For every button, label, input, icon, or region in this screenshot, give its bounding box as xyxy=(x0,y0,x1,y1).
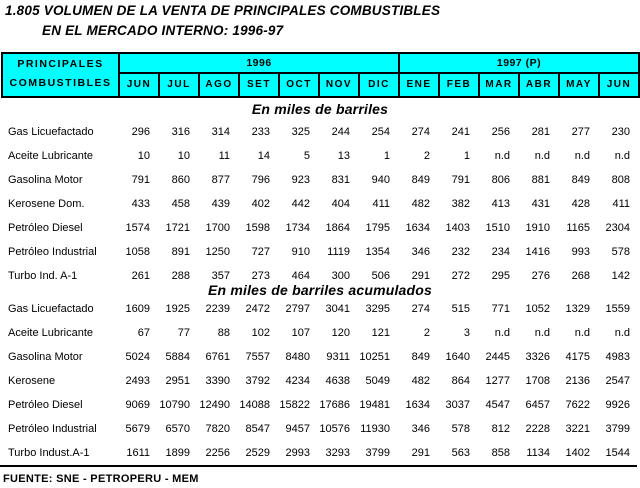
fuel-column-header xyxy=(2,53,119,97)
value-cell: 1795 xyxy=(365,222,390,234)
month-header-ago-2: AGO xyxy=(199,73,239,97)
value-cell: 812 xyxy=(491,423,510,435)
value-cell: n.d xyxy=(494,327,510,339)
value-cell: n.d xyxy=(614,150,630,162)
value-cell: 1634 xyxy=(405,399,430,411)
value-cell: 77 xyxy=(177,327,190,339)
value-cell: 849 xyxy=(411,351,430,363)
value-cell: 2239 xyxy=(205,303,230,315)
value-cell: 428 xyxy=(571,198,590,210)
value-cell: 433 xyxy=(131,198,150,210)
value-cell: 4175 xyxy=(565,351,590,363)
value-cell: 1700 xyxy=(205,222,230,234)
month-header-oct-4: OCT xyxy=(279,73,319,97)
value-cell: 7557 xyxy=(245,351,270,363)
value-cell: 1864 xyxy=(325,222,350,234)
value-cell: 2547 xyxy=(605,375,630,387)
value-cell: 578 xyxy=(451,423,470,435)
value-cell: 806 xyxy=(491,174,510,186)
month-header-set-3: SET xyxy=(239,73,279,97)
table-row xyxy=(1,369,639,393)
value-cell: 923 xyxy=(291,174,310,186)
value-cell: 1598 xyxy=(245,222,270,234)
value-cell: 6570 xyxy=(165,423,190,435)
section-1-rows xyxy=(1,120,639,288)
value-cell: 578 xyxy=(611,246,630,258)
value-cell: 2951 xyxy=(165,375,190,387)
value-cell: 9926 xyxy=(605,399,630,411)
value-cell: 2 xyxy=(423,327,430,339)
value-cell: 7820 xyxy=(205,423,230,435)
value-cell: 877 xyxy=(211,174,230,186)
value-cell: 5884 xyxy=(165,351,190,363)
value-cell: 771 xyxy=(491,303,510,315)
value-cell: 273 xyxy=(251,270,270,282)
value-cell: 1250 xyxy=(205,246,230,258)
value-cell: 3221 xyxy=(565,423,590,435)
value-cell: 404 xyxy=(331,198,350,210)
value-cell: 1734 xyxy=(285,222,310,234)
value-cell: 3295 xyxy=(365,303,390,315)
value-cell: 234 xyxy=(491,246,510,258)
value-cell: 791 xyxy=(451,174,470,186)
month-header-nov-5: NOV xyxy=(319,73,359,97)
value-cell: 296 xyxy=(131,126,150,138)
table-row xyxy=(1,144,639,168)
table-row xyxy=(1,345,639,369)
row-label: Kerosene xyxy=(8,375,56,387)
value-cell: 230 xyxy=(611,126,630,138)
value-cell: 482 xyxy=(411,375,430,387)
value-cell: 5 xyxy=(303,150,310,162)
value-cell: 346 xyxy=(411,246,430,258)
value-cell: 300 xyxy=(331,270,350,282)
table-row xyxy=(1,120,639,144)
value-cell: 88 xyxy=(217,327,230,339)
value-cell: 3390 xyxy=(205,375,230,387)
value-cell: 442 xyxy=(291,198,310,210)
value-cell: 1 xyxy=(383,150,390,162)
value-cell: 3 xyxy=(463,327,470,339)
value-cell: 9457 xyxy=(285,423,310,435)
month-header-mar-9: MAR xyxy=(479,73,519,97)
value-cell: 2797 xyxy=(285,303,310,315)
value-cell: 3293 xyxy=(325,447,350,459)
value-cell: 291 xyxy=(411,270,430,282)
value-cell: 402 xyxy=(251,198,270,210)
value-cell: 1708 xyxy=(525,375,550,387)
row-label: Aceite Lubricante xyxy=(8,150,93,162)
value-cell: 19481 xyxy=(359,399,390,411)
value-cell: 7622 xyxy=(565,399,590,411)
value-cell: 1277 xyxy=(485,375,510,387)
table-row xyxy=(1,417,639,441)
footer-divider xyxy=(0,465,637,467)
value-cell: 15822 xyxy=(279,399,310,411)
value-cell: 5024 xyxy=(125,351,150,363)
section-heading-miles-de-barriles: En miles de barriles xyxy=(251,101,389,117)
value-cell: 4983 xyxy=(605,351,630,363)
value-cell: 67 xyxy=(137,327,150,339)
value-cell: 1910 xyxy=(525,222,550,234)
fuel-header-line2: COMBUSTIBLES xyxy=(9,77,112,89)
month-header-jun-12: JUN xyxy=(599,73,639,97)
value-cell: 1403 xyxy=(445,222,470,234)
value-cell: 1165 xyxy=(566,222,590,234)
source-note: FUENTE: SNE - PETROPERU - MEM xyxy=(3,473,199,485)
value-cell: 993 xyxy=(571,246,590,258)
value-cell: 860 xyxy=(171,174,190,186)
value-cell: 881 xyxy=(531,174,550,186)
value-cell: 3792 xyxy=(245,375,270,387)
value-cell: 274 xyxy=(411,303,430,315)
value-cell: 2 xyxy=(423,150,430,162)
value-cell: 3041 xyxy=(325,303,350,315)
value-cell: n.d xyxy=(614,327,630,339)
value-cell: 1510 xyxy=(485,222,510,234)
value-cell: 482 xyxy=(411,198,430,210)
value-cell: 6761 xyxy=(205,351,230,363)
month-header-may-11: MAY xyxy=(559,73,599,97)
value-cell: 727 xyxy=(251,246,270,258)
value-cell: 10790 xyxy=(159,399,190,411)
value-cell: 411 xyxy=(372,198,390,210)
value-cell: 120 xyxy=(331,327,350,339)
value-cell: 4234 xyxy=(285,375,310,387)
value-cell: 17686 xyxy=(319,399,350,411)
value-cell: 1721 xyxy=(165,222,190,234)
value-cell: 12490 xyxy=(199,399,230,411)
value-cell: 11 xyxy=(218,150,230,162)
value-cell: 4638 xyxy=(325,375,350,387)
year-header-row xyxy=(2,53,639,73)
value-cell: 910 xyxy=(291,246,310,258)
value-cell: 5049 xyxy=(365,375,390,387)
value-cell: 563 xyxy=(451,447,470,459)
value-cell: n.d xyxy=(534,150,550,162)
value-cell: 244 xyxy=(331,126,350,138)
value-cell: 1925 xyxy=(165,303,190,315)
value-cell: 268 xyxy=(571,270,590,282)
value-cell: 831 xyxy=(331,174,350,186)
year-group-header-1996: 1996 xyxy=(119,53,399,73)
value-cell: 288 xyxy=(171,270,190,282)
table-row xyxy=(1,216,639,240)
value-cell: 10251 xyxy=(359,351,390,363)
table-row xyxy=(1,168,639,192)
value-cell: 1052 xyxy=(525,303,550,315)
value-cell: 3037 xyxy=(445,399,470,411)
value-cell: 1559 xyxy=(605,303,630,315)
value-cell: 791 xyxy=(131,174,150,186)
value-cell: 1134 xyxy=(526,447,550,459)
row-label: Petróleo Diesel xyxy=(8,222,83,234)
value-cell: 14088 xyxy=(239,399,270,411)
table-row xyxy=(1,192,639,216)
table-row xyxy=(1,240,639,264)
value-cell: n.d xyxy=(494,150,510,162)
page-title: 1.805 VOLUMEN DE LA VENTA DE PRINCIPALES COMBUSTIBLES xyxy=(5,3,441,18)
row-label: Kerosene Dom. xyxy=(8,198,85,210)
value-cell: 413 xyxy=(491,198,510,210)
value-cell: 8547 xyxy=(245,423,270,435)
month-header-ene-7: ENE xyxy=(399,73,439,97)
value-cell: 8480 xyxy=(285,351,310,363)
value-cell: 3326 xyxy=(525,351,550,363)
value-cell: 274 xyxy=(411,126,430,138)
row-label: Petróleo Industrial xyxy=(8,423,97,435)
value-cell: 295 xyxy=(491,270,510,282)
value-cell: 2493 xyxy=(125,375,150,387)
section-heading-miles-de-barriles-acumulados: En miles de barriles acumulados xyxy=(207,282,433,298)
year-group-header-1997-p-: 1997 (P) xyxy=(399,53,639,73)
value-cell: 1416 xyxy=(525,246,550,258)
value-cell: 1 xyxy=(463,150,470,162)
value-cell: 1640 xyxy=(445,351,470,363)
value-cell: 232 xyxy=(451,246,470,258)
row-label: Aceite Lubricante xyxy=(8,327,93,339)
value-cell: 6457 xyxy=(525,399,550,411)
value-cell: 10576 xyxy=(319,423,350,435)
value-cell: 464 xyxy=(291,270,310,282)
value-cell: 102 xyxy=(251,327,270,339)
value-cell: 357 xyxy=(211,270,230,282)
value-cell: 10 xyxy=(177,150,190,162)
value-cell: 849 xyxy=(571,174,590,186)
value-cell: 10 xyxy=(137,150,150,162)
month-header-jul-1: JUL xyxy=(159,73,199,97)
value-cell: 121 xyxy=(371,327,390,339)
fuel-header-line1: PRINCIPALES xyxy=(17,58,104,70)
value-cell: 2256 xyxy=(205,447,230,459)
value-cell: 439 xyxy=(211,198,230,210)
value-cell: 864 xyxy=(451,375,470,387)
value-cell: 261 xyxy=(131,270,150,282)
value-cell: 14 xyxy=(257,150,270,162)
value-cell: 142 xyxy=(611,270,630,282)
value-cell: 2304 xyxy=(605,222,630,234)
value-cell: 1634 xyxy=(405,222,430,234)
value-cell: 254 xyxy=(371,126,390,138)
month-header-feb-8: FEB xyxy=(439,73,479,97)
value-cell: 346 xyxy=(411,423,430,435)
month-header-dic-6: DIC xyxy=(359,73,399,97)
value-cell: 382 xyxy=(451,198,470,210)
value-cell: 5679 xyxy=(125,423,150,435)
table-row xyxy=(1,441,639,465)
value-cell: 233 xyxy=(251,126,270,138)
table-row xyxy=(1,321,639,345)
value-cell: 11930 xyxy=(360,423,390,435)
row-label: Gasolina Motor xyxy=(8,174,83,186)
value-cell: n.d xyxy=(574,150,590,162)
value-cell: 1544 xyxy=(605,447,630,459)
value-cell: 2445 xyxy=(485,351,510,363)
table-row xyxy=(1,297,639,321)
row-label: Turbo Ind. A-1 xyxy=(8,270,78,282)
value-cell: 325 xyxy=(291,126,310,138)
value-cell: 849 xyxy=(411,174,430,186)
value-cell: 3799 xyxy=(605,423,630,435)
value-cell: 431 xyxy=(531,198,550,210)
value-cell: 9311 xyxy=(326,351,350,363)
row-label: Gas Licuefactado xyxy=(8,126,94,138)
value-cell: 256 xyxy=(491,126,510,138)
value-cell: 796 xyxy=(251,174,270,186)
value-cell: 9069 xyxy=(125,399,150,411)
value-cell: 291 xyxy=(411,447,430,459)
value-cell: n.d xyxy=(574,327,590,339)
value-cell: 1899 xyxy=(165,447,190,459)
value-cell: 272 xyxy=(451,270,470,282)
value-cell: 858 xyxy=(491,447,510,459)
value-cell: 458 xyxy=(171,198,190,210)
page-subtitle: EN EL MERCADO INTERNO: 1996-97 xyxy=(42,23,284,38)
value-cell: 277 xyxy=(571,126,590,138)
value-cell: 411 xyxy=(612,198,630,210)
month-header-abr-10: ABR xyxy=(519,73,559,97)
value-cell: 314 xyxy=(211,126,230,138)
row-label: Petróleo Diesel xyxy=(8,399,83,411)
table-row xyxy=(1,393,639,417)
value-cell: 276 xyxy=(531,270,550,282)
value-cell: 506 xyxy=(371,270,390,282)
value-cell: 1609 xyxy=(125,303,150,315)
value-cell: 1574 xyxy=(125,222,150,234)
value-cell: 515 xyxy=(451,303,470,315)
row-label: Petróleo Industrial xyxy=(8,246,97,258)
value-cell: 2472 xyxy=(245,303,270,315)
value-cell: 1329 xyxy=(565,303,590,315)
value-cell: 2136 xyxy=(565,375,590,387)
value-cell: 3799 xyxy=(365,447,390,459)
value-cell: 2529 xyxy=(245,447,270,459)
value-cell: 808 xyxy=(611,174,630,186)
table-header xyxy=(1,52,640,98)
value-cell: 1402 xyxy=(565,447,590,459)
value-cell: 940 xyxy=(371,174,390,186)
value-cell: 316 xyxy=(171,126,190,138)
value-cell: 4547 xyxy=(485,399,510,411)
row-label: Gasolina Motor xyxy=(8,351,83,363)
value-cell: 1354 xyxy=(365,246,390,258)
month-header-jun-0: JUN xyxy=(119,73,159,97)
value-cell: 281 xyxy=(531,126,550,138)
value-cell: 1058 xyxy=(125,246,150,258)
value-cell: 2228 xyxy=(525,423,550,435)
value-cell: 107 xyxy=(291,327,310,339)
value-cell: 241 xyxy=(451,126,470,138)
value-cell: 2993 xyxy=(285,447,310,459)
row-label: Gas Licuefactado xyxy=(8,303,94,315)
section-2-rows xyxy=(1,297,639,465)
row-label: Turbo Indust.A-1 xyxy=(8,447,90,459)
value-cell: 1611 xyxy=(126,447,150,459)
value-cell: 13 xyxy=(337,150,350,162)
value-cell: n.d xyxy=(534,327,550,339)
value-cell: 891 xyxy=(171,246,190,258)
value-cell: 1119 xyxy=(327,246,350,258)
